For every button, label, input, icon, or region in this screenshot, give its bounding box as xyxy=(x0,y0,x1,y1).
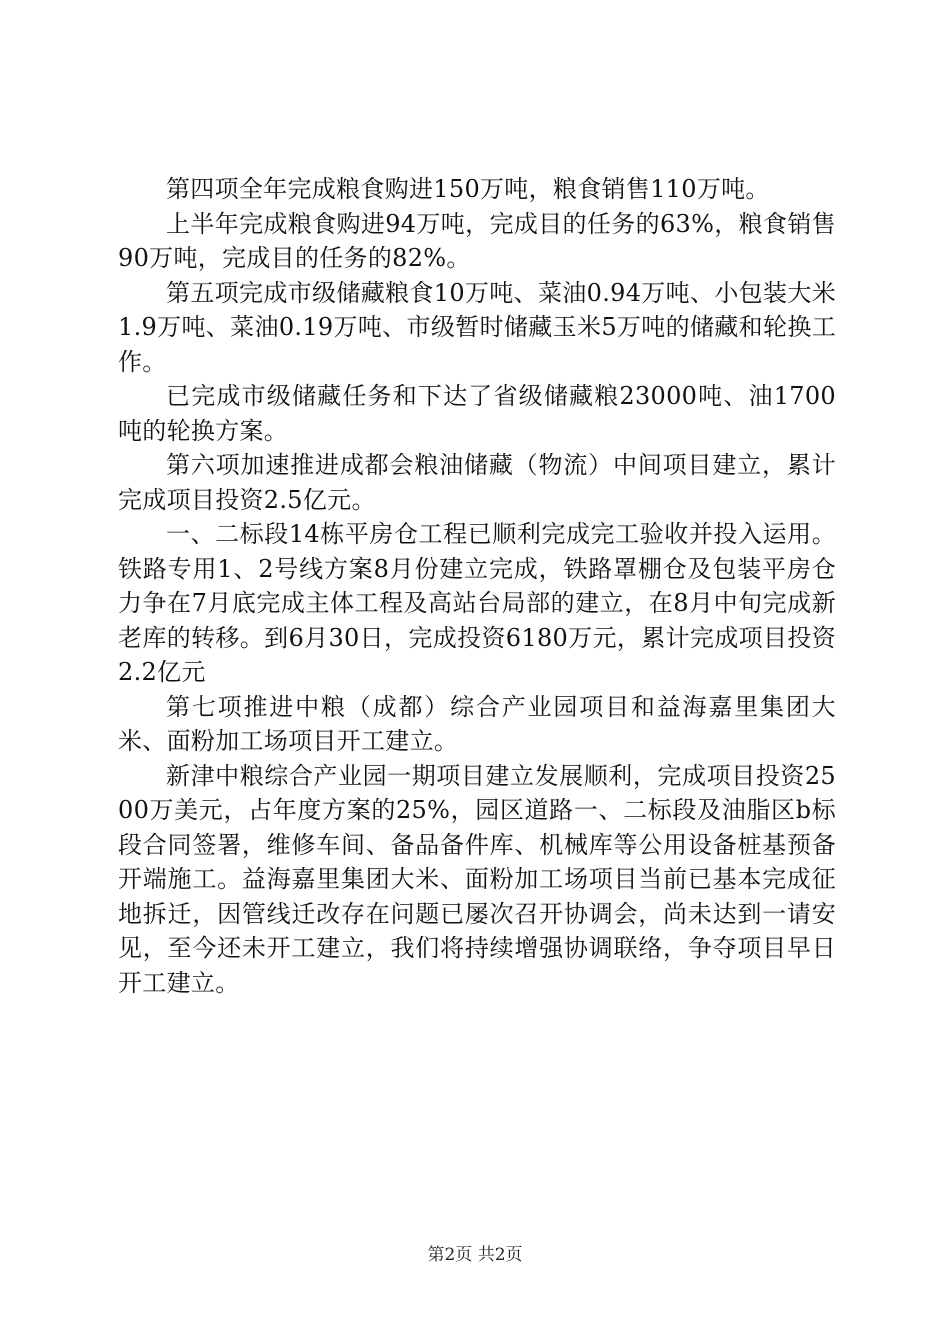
paragraph-3: 第五项完成市级储藏粮食10万吨、菜油0.94万吨、小包装大米1.9万吨、菜油0.19万吨、市级暂时储藏玉米5万吨的储藏和轮换工作。 xyxy=(118,278,836,376)
paragraph-1: 第四项全年完成粮食购进150万吨，粮食销售110万吨。 xyxy=(166,175,770,203)
paragraph-2: 上半年完成粮食购进94万吨，完成目的任务的63%，粮食销售90万吨，完成目的任务的82%。 xyxy=(118,209,836,272)
paragraph-8: 新津中粮综合产业园一期项目建立发展顺利，完成项目投资2500万美元，占年度方案的25%，园区道路一、二标段及油脂区b标段合同签署，维修车间、备品备件库、机械库等公用设备桩基预备开端施工。益海嘉里集团大米、面粉加工场项目当前已基本完成征地拆迁，因管线迁改存在问题已屡次召开协调会，尚未达到一请安见，至今还未开工建立，我们将持续增强协调联络，争夺项目早日开工建立。 xyxy=(118,761,836,997)
document-body xyxy=(118,172,836,1000)
paragraph-6: 一、二标段14栋平房仓工程已顺利完成完工验收并投入运用。铁路专用1、2号线方案8月份建立完成，铁路罩棚仓及包装平房仓力争在7月底完成主体工程及高站台局部的建立，在8月中旬完成新老库的转移。到6月30日，完成投资6180万元，累计完成项目投资2.2亿元 xyxy=(118,520,836,686)
paragraph-4: 已完成市级储藏任务和下达了省级储藏粮23000吨、油1700吨的轮换方案。 xyxy=(118,382,836,445)
paragraph-7: 第七项推进中粮（成都）综合产业园项目和益海嘉里集团大米、面粉加工场项目开工建立。 xyxy=(118,692,836,755)
paragraph-5: 第六项加速推进成都会粮油储藏（物流）中间项目建立，累计完成项目投资2.5亿元。 xyxy=(118,451,836,514)
page-footer: 第2页 共2页 xyxy=(427,1245,523,1265)
